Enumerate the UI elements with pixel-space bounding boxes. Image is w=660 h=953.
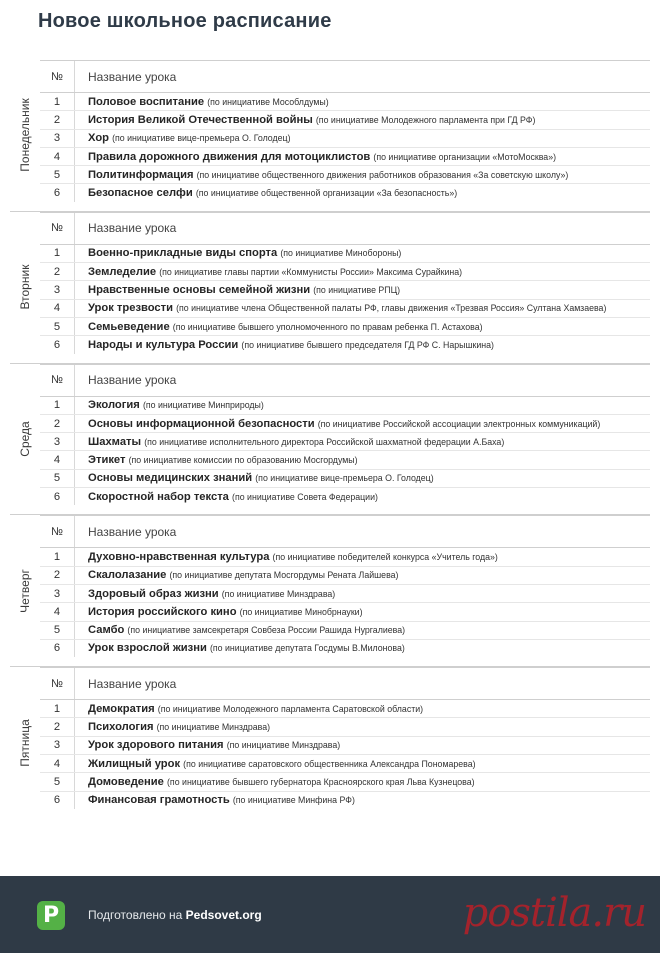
lesson-name: Земледелие — [88, 265, 157, 278]
day-label-column — [10, 364, 40, 515]
table-row — [40, 317, 650, 335]
lesson-cell — [88, 588, 650, 600]
lesson-initiative: (по инициативе бывшего председателя ГД РФ С. Нарышкина) — [241, 339, 494, 350]
header-num: № — [50, 222, 63, 235]
column-divider — [74, 148, 75, 165]
lesson-initiative: (по инициативе Российской ассоциации электронных коммуникаций) — [317, 418, 601, 429]
column-divider — [74, 488, 75, 505]
table-header-row — [40, 60, 650, 92]
lesson-cell — [88, 472, 650, 484]
lesson-cell — [88, 339, 650, 351]
lesson-initiative: (по инициативе победителей конкурса «Учитель года») — [272, 551, 498, 562]
lesson-cell — [88, 169, 650, 181]
lesson-cell — [88, 132, 650, 144]
lesson-number: 1 — [53, 702, 61, 715]
lesson-number: 2 — [53, 569, 61, 582]
lesson-number: 5 — [53, 624, 61, 637]
column-divider — [74, 365, 75, 396]
header-num: № — [50, 70, 63, 83]
table-row — [40, 335, 650, 353]
lesson-number: 2 — [53, 265, 61, 278]
table-row — [40, 487, 650, 505]
lesson-cell — [88, 418, 650, 430]
table-row — [40, 414, 650, 432]
lesson-initiative: (по инициативе РПЦ) — [313, 285, 401, 296]
lesson-cell — [88, 642, 650, 654]
day-rows — [40, 364, 650, 515]
table-header-row — [40, 667, 650, 699]
lesson-number: 5 — [53, 320, 61, 333]
column-divider — [74, 415, 75, 432]
lesson-number: 6 — [53, 794, 61, 807]
column-divider — [74, 773, 75, 790]
lesson-cell — [88, 187, 650, 199]
table-row — [40, 772, 650, 790]
lesson-name: Народы и культура России — [88, 338, 239, 351]
day-label-column — [10, 212, 40, 363]
column-divider — [74, 622, 75, 639]
lesson-name: Военно-прикладные виды спорта — [88, 247, 278, 260]
day-label-column — [10, 515, 40, 666]
header-num: № — [50, 525, 63, 538]
lesson-number: 3 — [53, 739, 61, 752]
column-divider — [74, 213, 75, 244]
day-label: Пятница — [18, 718, 32, 767]
lesson-name: Домоведение — [88, 775, 164, 788]
lesson-initiative: (по инициативе вице-премьера О. Голодец) — [112, 133, 291, 144]
column-divider — [74, 61, 75, 92]
table-row — [40, 699, 650, 717]
lesson-initiative: (по инициативе саратовского общественника Александра Пономарева) — [183, 758, 476, 769]
lesson-cell — [88, 96, 650, 108]
lesson-cell — [88, 721, 650, 733]
lesson-initiative: (по инициативе бывшего губернатора Красноярского края Льва Кузнецова) — [167, 776, 475, 787]
column-divider — [74, 755, 75, 772]
day-gap — [40, 202, 650, 211]
column-divider — [74, 700, 75, 717]
column-divider — [74, 318, 75, 335]
lesson-initiative: (по инициативе Минздрава) — [156, 722, 271, 733]
header-lesson: Название урока — [88, 69, 177, 84]
schedule-table — [10, 60, 650, 818]
lesson-number: 6 — [53, 490, 61, 503]
lesson-initiative: (по инициативе Минздрава) — [226, 740, 341, 751]
lesson-number: 3 — [53, 284, 61, 297]
lesson-name: Скоростной набор текста — [88, 490, 229, 503]
lesson-number: 4 — [53, 454, 61, 467]
table-row — [40, 754, 650, 772]
day-label: Четверг — [18, 568, 32, 613]
lesson-cell — [88, 266, 650, 278]
lesson-initiative: (по инициативе Минфина РФ) — [232, 795, 355, 806]
lesson-name: Финансовая грамотность — [88, 794, 230, 807]
table-row — [40, 621, 650, 639]
lesson-cell — [88, 399, 650, 411]
lesson-cell — [88, 569, 650, 581]
lesson-number: 5 — [53, 472, 61, 485]
table-header-row — [40, 212, 650, 244]
lesson-number: 2 — [53, 113, 61, 126]
column-divider — [74, 130, 75, 147]
column-divider — [74, 397, 75, 414]
lesson-cell — [88, 114, 650, 126]
lesson-cell — [88, 606, 650, 618]
lesson-number: 1 — [53, 550, 61, 563]
lesson-name: Психология — [88, 721, 154, 734]
table-row — [40, 602, 650, 620]
table-row — [40, 129, 650, 147]
table-row — [40, 244, 650, 262]
day-label-column — [10, 667, 40, 818]
lesson-number: 4 — [53, 150, 61, 163]
lesson-initiative: (по инициативе Мособлдумы) — [207, 96, 329, 107]
day-section — [10, 514, 650, 666]
column-divider — [74, 281, 75, 298]
table-row — [40, 450, 650, 468]
day-rows — [40, 60, 650, 211]
header-lesson: Название урока — [88, 524, 177, 539]
table-row — [40, 547, 650, 565]
lesson-initiative: (по инициативе члена Общественной палаты РФ, главы движения «Трезвая Россия» Султана Хамзаева) — [176, 303, 607, 314]
table-row — [40, 280, 650, 298]
column-divider — [74, 718, 75, 735]
table-row — [40, 717, 650, 735]
table-row — [40, 299, 650, 317]
column-divider — [74, 263, 75, 280]
column-divider — [74, 640, 75, 657]
page-title: Новое школьное расписание — [38, 10, 332, 32]
lesson-initiative: (по инициативе Минздрава) — [221, 588, 336, 599]
lesson-name: Самбо — [88, 624, 125, 637]
day-gap — [40, 657, 650, 666]
lesson-name: Урок здорового питания — [88, 739, 224, 752]
lesson-cell — [88, 758, 650, 770]
column-divider — [74, 245, 75, 262]
lesson-name: Жилищный урок — [88, 757, 181, 770]
lesson-initiative: (по инициативе Минприроды) — [142, 400, 264, 411]
column-divider — [74, 470, 75, 487]
lesson-cell — [88, 454, 650, 466]
lesson-initiative: (по инициативе бывшего уполномоченного по правам ребенка П. Астахова) — [172, 321, 483, 332]
table-row — [40, 469, 650, 487]
lesson-initiative: (по инициативе Минобороны) — [280, 248, 402, 259]
column-divider — [74, 166, 75, 183]
table-row — [40, 147, 650, 165]
lesson-number: 2 — [53, 417, 61, 430]
day-gap — [40, 809, 650, 818]
lesson-name: Скалолазание — [88, 569, 167, 582]
day-section — [10, 211, 650, 363]
table-header-row — [40, 515, 650, 547]
lesson-number: 6 — [53, 642, 61, 655]
day-label-column — [10, 60, 40, 211]
lesson-cell — [88, 491, 650, 503]
table-row — [40, 183, 650, 201]
lesson-initiative: (по инициативе общественного движения работников образования «За советскую школу») — [196, 169, 569, 180]
lesson-name: Урок взрослой жизни — [88, 642, 207, 655]
day-section — [10, 666, 650, 818]
lesson-number: 4 — [53, 605, 61, 618]
lesson-initiative: (по инициативе депутата Госдумы В.Милонова) — [209, 643, 405, 654]
column-divider — [74, 184, 75, 201]
lesson-name: Здоровый образ жизни — [88, 587, 219, 600]
lesson-number: 4 — [53, 302, 61, 315]
lesson-initiative: (по инициативе общественной организации «За безопасность») — [195, 188, 458, 199]
lesson-name: Урок трезвости — [88, 302, 173, 315]
day-label: Понедельник — [18, 98, 32, 173]
column-divider — [74, 336, 75, 353]
column-divider — [74, 548, 75, 565]
lesson-cell — [88, 321, 650, 333]
lesson-number: 3 — [53, 132, 61, 145]
table-row — [40, 262, 650, 280]
lesson-initiative: (по инициативе депутата Мосгордумы Рената Лайшева) — [169, 570, 399, 581]
table-row — [40, 791, 650, 809]
column-divider — [74, 111, 75, 128]
day-label: Вторник — [18, 264, 32, 310]
lesson-initiative: (по инициативе главы партии «Коммунисты России» Максима Сурайкина) — [159, 266, 463, 277]
lesson-number: 1 — [53, 95, 61, 108]
day-rows — [40, 212, 650, 363]
watermark: postila.ru — [462, 890, 646, 936]
column-divider — [74, 585, 75, 602]
lesson-initiative: (по инициативе исполнительного директора Российской шахматной федерации А.Баха) — [144, 436, 505, 447]
column-divider — [74, 668, 75, 699]
lesson-name: Шахматы — [88, 435, 142, 448]
lesson-name: Основы информационной безопасности — [88, 417, 315, 430]
header-lesson: Название урока — [88, 221, 177, 236]
column-divider — [74, 737, 75, 754]
lesson-name: Нравственные основы семейной жизни — [88, 284, 311, 297]
lesson-cell — [88, 794, 650, 806]
lesson-name: Демократия — [88, 702, 155, 715]
lesson-number: 5 — [53, 775, 61, 788]
lesson-cell — [88, 776, 650, 788]
footer — [0, 876, 660, 953]
lesson-cell — [88, 284, 650, 296]
lesson-name: Правила дорожного движения для мотоциклистов — [88, 150, 371, 163]
lesson-name: Семьеведение — [88, 320, 170, 333]
prepared-site-link[interactable]: Pedsovet.org — [185, 908, 262, 922]
lesson-name: Этикет — [88, 454, 126, 467]
lesson-number: 1 — [53, 399, 61, 412]
lesson-name: Экология — [88, 399, 140, 412]
column-divider — [74, 433, 75, 450]
column-divider — [74, 93, 75, 110]
lesson-initiative: (по инициативе Совета Федерации) — [232, 491, 378, 502]
lesson-cell — [88, 247, 650, 259]
lesson-number: 3 — [53, 435, 61, 448]
lesson-number: 5 — [53, 168, 61, 181]
header-num: № — [50, 677, 63, 690]
lesson-cell — [88, 703, 650, 715]
lesson-initiative: (по инициативе Молодежного парламента Саратовской области) — [157, 703, 424, 714]
pedsovet-logo-icon: P — [37, 901, 65, 930]
column-divider — [74, 451, 75, 468]
lesson-number: 6 — [53, 338, 61, 351]
header-lesson: Название урока — [88, 373, 177, 388]
lesson-cell — [88, 551, 650, 563]
lesson-name: История российского кино — [88, 605, 237, 618]
column-divider — [74, 567, 75, 584]
lesson-name: Политинформация — [88, 168, 194, 181]
lesson-name: Основы медицинских знаний — [88, 472, 253, 485]
day-rows — [40, 667, 650, 818]
day-gap — [40, 354, 650, 363]
lesson-name: Безопасное селфи — [88, 187, 193, 200]
lesson-cell — [88, 151, 650, 163]
column-divider — [74, 792, 75, 809]
lesson-cell — [88, 302, 650, 314]
lesson-number: 6 — [53, 187, 61, 200]
lesson-initiative: (по инициативе Минобрнауки) — [239, 606, 363, 617]
day-rows — [40, 515, 650, 666]
lesson-initiative: (по инициативе организации «МотоМосква») — [373, 151, 557, 162]
lesson-initiative: (по инициативе вице-премьера О. Голодец) — [255, 473, 434, 484]
column-divider — [74, 516, 75, 547]
lesson-cell — [88, 624, 650, 636]
lesson-number: 4 — [53, 757, 61, 770]
lesson-name: Хор — [88, 132, 109, 145]
lesson-name: История Великой Отечественной войны — [88, 113, 313, 126]
table-row — [40, 584, 650, 602]
table-row — [40, 639, 650, 657]
column-divider — [74, 300, 75, 317]
table-row — [40, 566, 650, 584]
lesson-initiative: (по инициативе комиссии по образованию Мосгордумы) — [128, 455, 358, 466]
header-num: № — [50, 374, 63, 387]
lesson-number: 1 — [53, 247, 61, 260]
lesson-name: Половое воспитание — [88, 95, 205, 108]
lesson-number: 2 — [53, 721, 61, 734]
lesson-cell — [88, 436, 650, 448]
prepared-prefix: Подготовлено на — [88, 908, 186, 922]
table-header-row — [40, 364, 650, 396]
lesson-cell — [88, 739, 650, 751]
prepared-by — [88, 908, 262, 922]
table-row — [40, 736, 650, 754]
day-gap — [40, 505, 650, 514]
lesson-name: Духовно-нравственная культура — [88, 550, 270, 563]
header-lesson: Название урока — [88, 676, 177, 691]
lesson-initiative: (по инициативе Молодежного парламента при ГД РФ) — [315, 114, 536, 125]
table-row — [40, 432, 650, 450]
day-section — [10, 363, 650, 515]
lesson-number: 3 — [53, 587, 61, 600]
day-section — [10, 60, 650, 211]
table-row — [40, 110, 650, 128]
column-divider — [74, 603, 75, 620]
table-row — [40, 92, 650, 110]
lesson-initiative: (по инициативе замсекретаря Совбеза России Рашида Нургалиева) — [127, 625, 406, 636]
table-row — [40, 165, 650, 183]
day-label: Среда — [18, 421, 32, 457]
table-row — [40, 396, 650, 414]
